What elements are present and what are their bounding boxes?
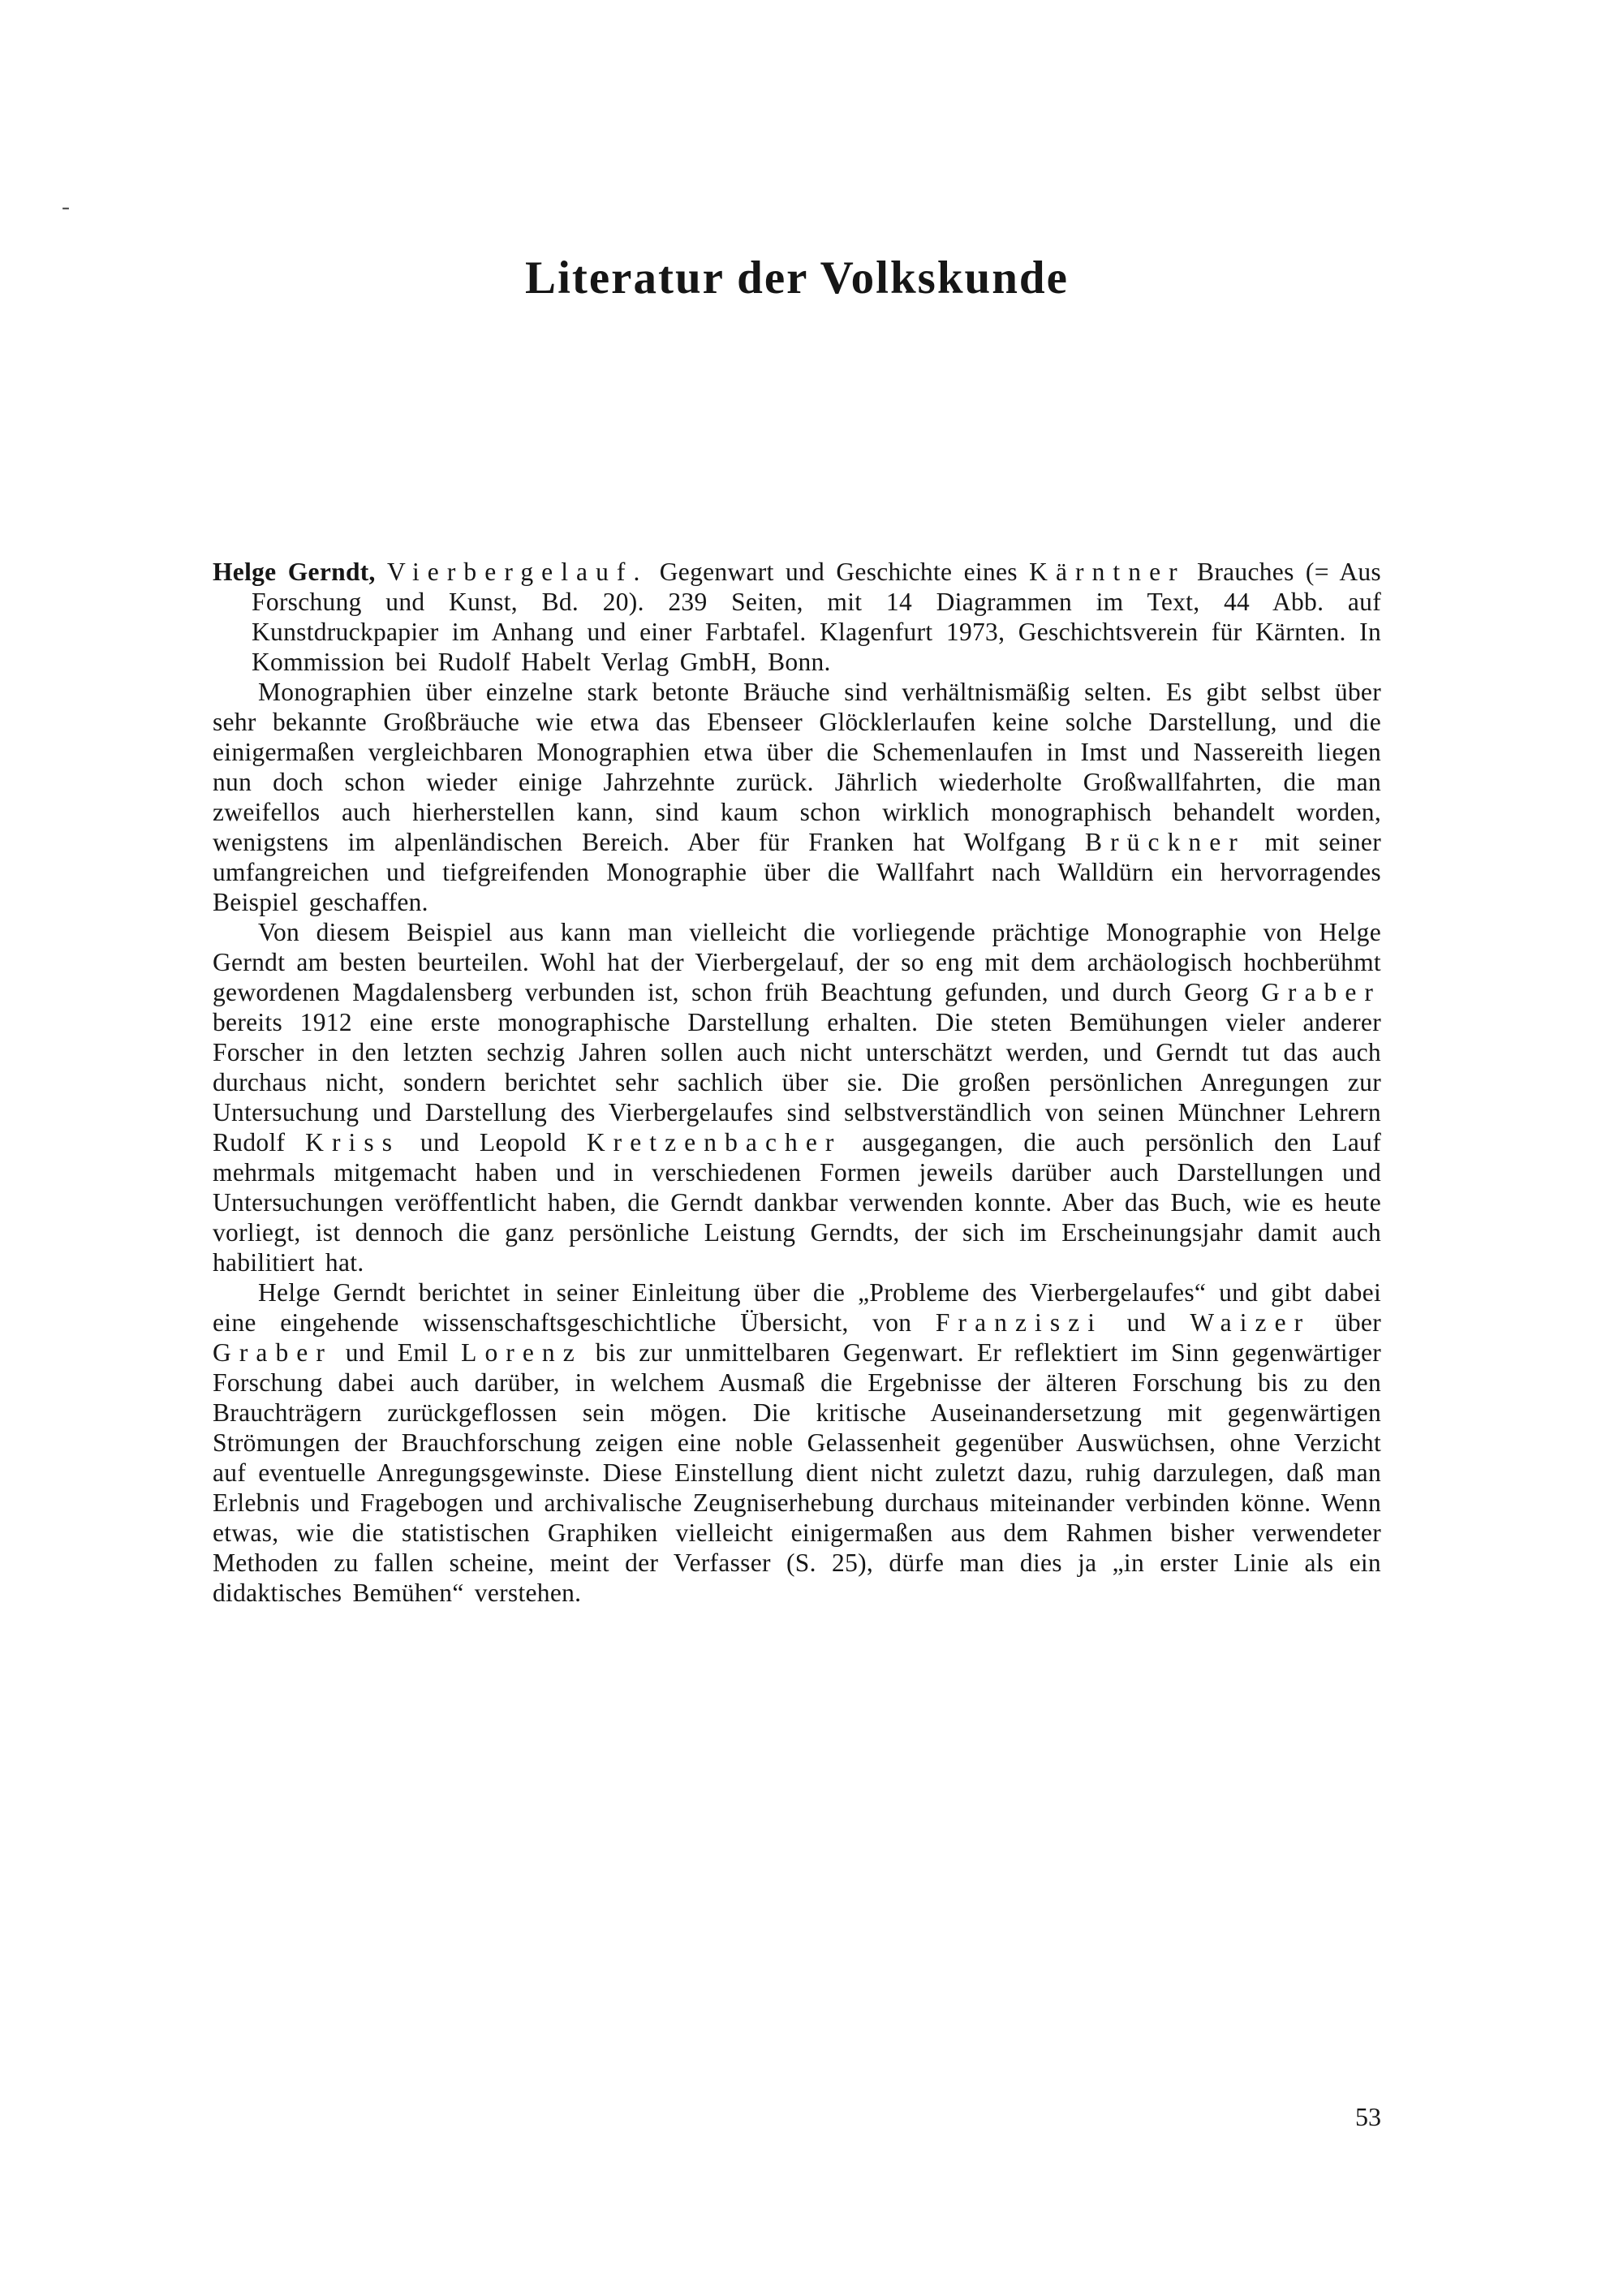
bold-text: Helge Gerndt, — [213, 558, 376, 586]
letterspaced-name: Graber — [1261, 978, 1381, 1006]
letterspaced-name: Franziszi — [935, 1308, 1104, 1337]
text-segment: und Emil — [332, 1338, 462, 1367]
letterspaced-name: Kretzenbacher — [586, 1128, 842, 1157]
text-segment: Von diesem Beispiel aus kann man vielleicht die vorliegende prächtige Monographie von Helge Gerndt am besten beurteilen. Wohl hat der Vierbergelauf, der so eng mit dem archäologisch hochberühmt gewordenen Magdalensberg verbunden ist, schon früh Beachtung gefunden, und durch Georg — [213, 918, 1381, 1006]
text-segment: Brauches (= Aus Forschung und Kunst, Bd. 20). 239 Seiten, mit 14 Diagrammen im Text, 44 Abb. auf Kunstdruckpapier im Anhang und einer Farbtafel. Klagenfurt 1973, Geschichtsverein für Kärnten. In Kommission bei Rudolf Habelt Verlag GmbH, Bonn. — [252, 558, 1381, 676]
text-segment: Gegenwart und Geschichte eines — [648, 558, 1030, 586]
letterspaced-name: Vierbergelauf. — [387, 558, 648, 586]
text-block — [213, 557, 1381, 1608]
page-number: 53 — [1355, 2102, 1381, 2131]
letterspaced-name: Kärntner — [1029, 558, 1186, 586]
body-paragraph-1 — [213, 677, 1381, 917]
text-segment: mit seiner umfangreichen und tiefgreifenden Monographie über die Wallfahrt nach Walldürn ein hervorragendes Beispiel geschaffen. — [213, 828, 1381, 916]
body-paragraph-2 — [213, 917, 1381, 1277]
letterspaced-name: Waizer — [1190, 1308, 1311, 1337]
letterspaced-name: Brückner — [1085, 828, 1246, 856]
letterspaced-name: Lorenz — [461, 1338, 583, 1367]
text-segment: bereits 1912 eine erste monographische Darstellung erhalten. Die steten Bemühungen vieler anderer Forscher in den letzten sechzig Jahren sollen auch nicht unterschätzt werden, und Gerndt tut das auch durchaus nicht, sondern berichtet sehr sachlich über sie. Die großen persönlichen Anregungen zur Untersuchung und Darstellung des Vierbergelaufes sind selbstverständlich von seinen Münchner Lehrern Rudolf — [213, 1008, 1381, 1157]
text-segment: ausgegangen, die auch persönlich den Lauf mehrmals mitgemacht haben und in verschiedenen Formen jeweils darüber auch Darstellungen und Untersuchungen veröffentlicht haben, die Gerndt dankbar verwenden konnte. Aber das Buch, wie es heute vorliegt, ist dennoch die ganz persönliche Leistung Gerndts, der sich im Erscheinungsjahr damit auch habilitiert hat. — [213, 1128, 1382, 1277]
letterspaced-name: Graber — [213, 1338, 333, 1367]
text-segment: und Leopold — [400, 1128, 587, 1157]
text-segment: bis zur unmittelbaren Gegenwart. Er reflektiert im Sinn gegenwärtiger Forschung dabei auch darüber, in welchem Ausmaß die Ergebnisse der älteren Forschung bis zu den Brauchträgern zurückgeflossen sein mögen. Die kritische Auseinandersetzung mit gegenwärtigen Strömungen der Brauchforschung zeigen eine noble Gelassenheit gegenüber Auswüchsen, ohne Verzicht auf eventuelle Anregungsgewinste. Diese Einstellung dient nicht zuletzt dazu, ruhig darzulegen, daß man Erlebnis und Fragebogen und archivalische Zeugniserhebung durchaus miteinander verbinden könne. Wenn etwas, wie die statistischen Graphiken vielleicht einigermaßen aus dem Rahmen bisher verwendeter Methoden zu fallen scheine, meint der Verfasser (S. 25), dürfe man dies ja „in erster Linie als ein didaktisches Bemühen“ verstehen. — [213, 1338, 1382, 1607]
text-segment: Monographien über einzelne stark betonte Bräuche sind verhältnismäßig selten. Es gibt selbst über sehr bekannte Großbräuche wie etwa das Ebenseer Glöcklerlaufen keine solche Darstellung, und die einigermaßen vergleichbaren Monographien etwa über die Schemenlaufen in Imst und Nassereith liegen nun doch schon wieder einige Jahrzehnte zurück. Jährlich wiederholte Großwallfahrten, die man zweifellos auch hierherstellen kann, sind kaum schon wirklich monographisch behandelt worden, wenigstens im alpenländischen Bereich. Aber für Franken hat Wolfgang — [213, 678, 1381, 856]
text-segment: Helge Gerndt berichtet in seiner Einleitung über die „Probleme des Vierbergelaufes“ und gibt dabei eine eingehende wissenschaftsgeschichtliche Übersicht, von — [213, 1278, 1381, 1337]
letterspaced-name: Kriss — [305, 1128, 401, 1157]
bibliography-entry — [213, 557, 1381, 677]
text-segment — [376, 558, 387, 586]
text-segment: und — [1103, 1308, 1190, 1337]
text-segment: über — [1311, 1308, 1381, 1337]
body-paragraph-3 — [213, 1277, 1381, 1608]
page-title: Literatur der Volkskunde — [525, 252, 1069, 304]
scan-artifact-mark: - — [62, 193, 70, 220]
